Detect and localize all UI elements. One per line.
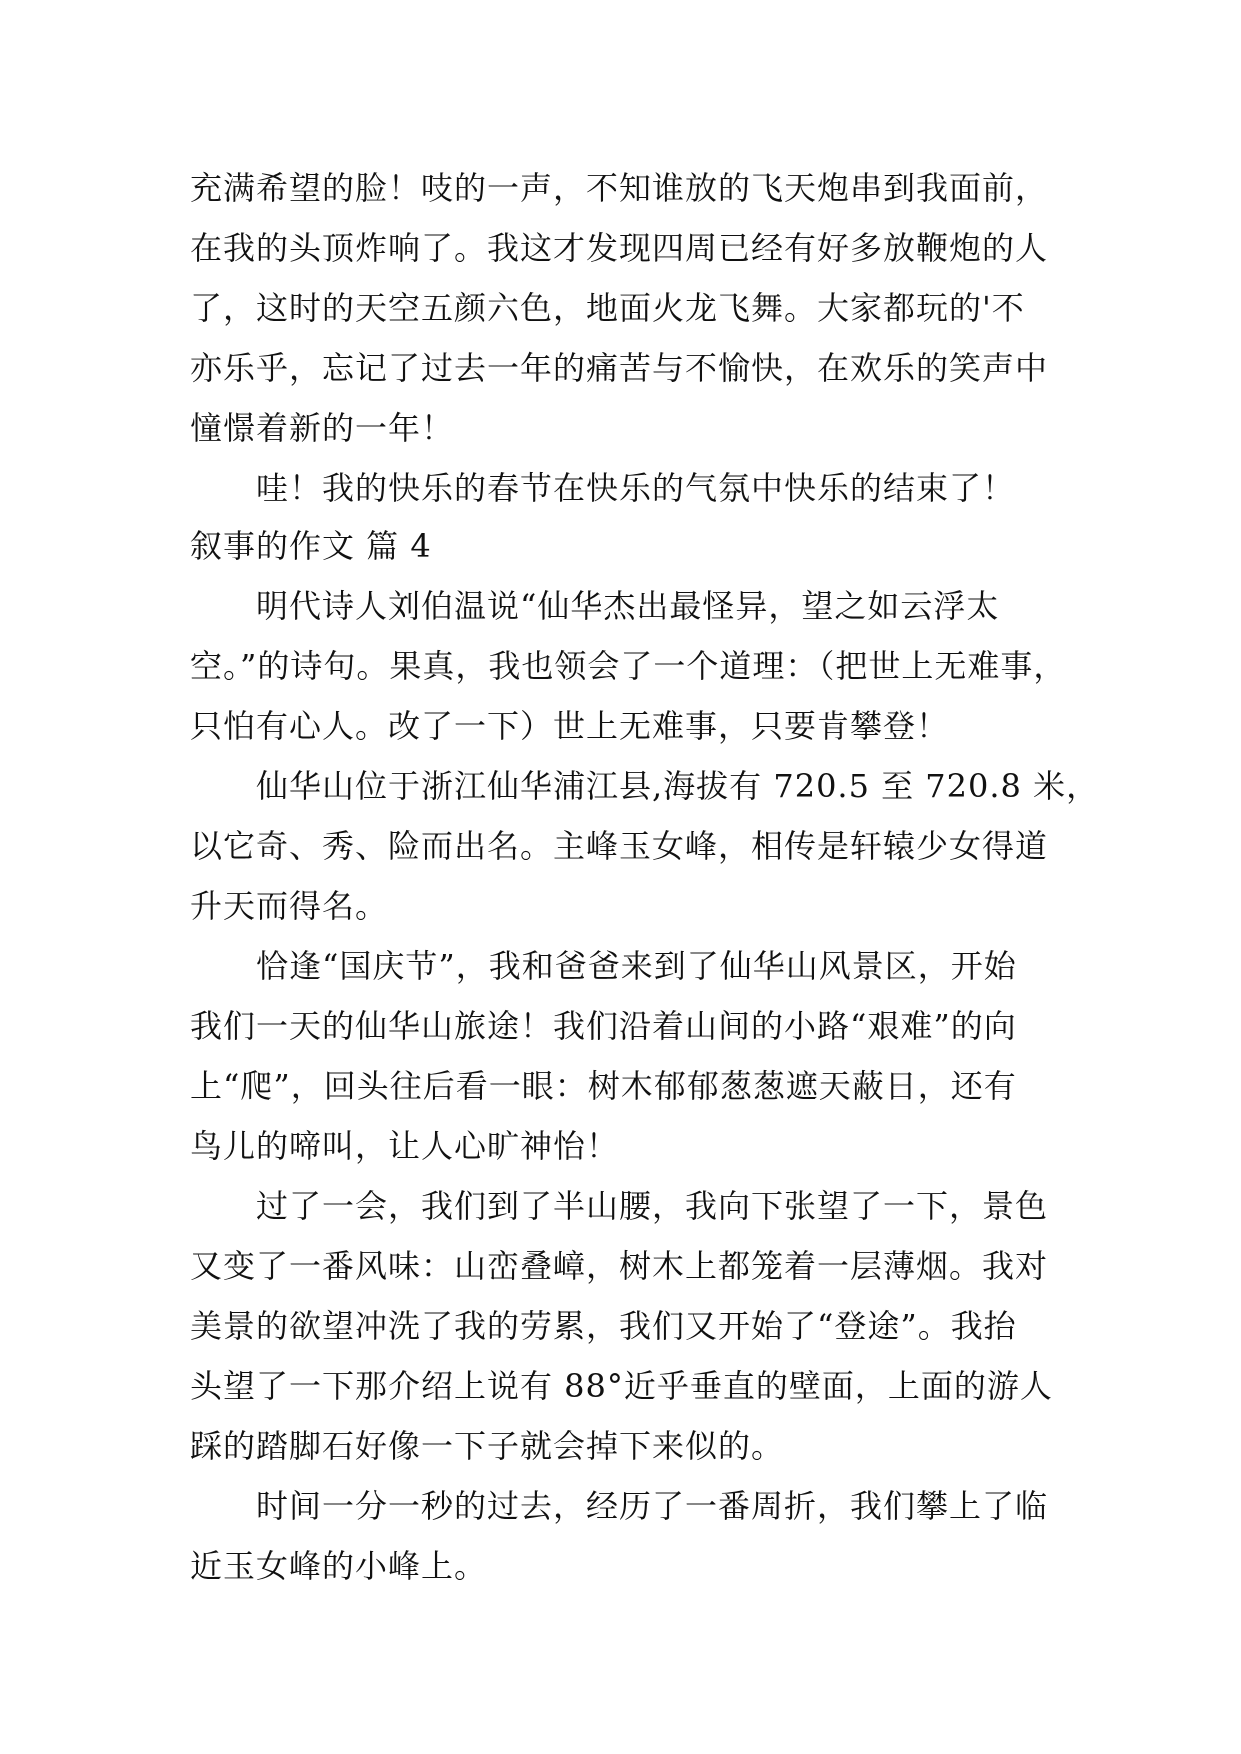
text-line: 头望了一下那介绍上说有 88°近乎垂直的壁面，上面的游人 xyxy=(190,1367,1053,1405)
text-line: 又变了一番风味：山峦叠嶂，树木上都笼着一层薄烟。我对 xyxy=(190,1247,1049,1285)
text-line: 升天而得名。 xyxy=(190,887,389,925)
text-line: 鸟儿的啼叫，让人心旷神怡！ xyxy=(190,1127,620,1165)
paragraph-line: 恰逢“国庆节”，我和爸爸来到了仙华山风景区，开始 xyxy=(256,947,1017,985)
text-line: 了，这时的天空五颜六色，地面火龙飞舞。大家都玩的'不 xyxy=(190,289,1025,327)
paragraph-line: 哇！我的快乐的春节在快乐的气氛中快乐的结束了！ xyxy=(256,469,1016,507)
text-line: 美景的欲望冲洗了我的劳累，我们又开始了“登途”。我抬 xyxy=(190,1307,1017,1345)
paragraph-line: 过了一会，我们到了半山腰，我向下张望了一下，景色 xyxy=(256,1187,1049,1225)
text-line: 以它奇、秀、险而出名。主峰玉女峰，相传是轩辕少女得道 xyxy=(190,827,1049,865)
paragraph-line: 明代诗人刘伯温说“仙华杰出最怪异，望之如云浮太 xyxy=(256,587,1000,625)
section-heading: 叙事的作文 篇 4 xyxy=(190,527,432,565)
text-line: 在我的头顶炸响了。我这才发现四周已经有好多放鞭炮的人 xyxy=(190,229,1049,267)
text-line: 踩的踏脚石好像一下子就会掉下来似的。 xyxy=(190,1427,785,1465)
text-line: 近玉女峰的小峰上。 xyxy=(190,1547,488,1585)
text-line: 空。”的诗句。果真，我也领会了一个道理：（把世上无难事， xyxy=(190,647,1067,685)
text-line: 充满希望的脸！吱的一声，不知谁放的飞天炮串到我面前， xyxy=(190,169,1049,207)
text-line: 我们一天的仙华山旅途！我们沿着山间的小路“艰难”的向 xyxy=(190,1007,1017,1045)
paragraph-line: 时间一分一秒的过去，经历了一番周折，我们攀上了临 xyxy=(256,1487,1049,1525)
text-line: 上“爬”，回头往后看一眼：树木郁郁葱葱遮天蔽日，还有 xyxy=(190,1067,1017,1105)
text-line: 憧憬着新的一年！ xyxy=(190,409,455,447)
paragraph-line: 仙华山位于浙江仙华浦江县,海拔有 720.5 至 720.8 米， xyxy=(256,767,1100,805)
text-line: 亦乐乎，忘记了过去一年的痛苦与不愉快，在欢乐的笑声中 xyxy=(190,349,1049,387)
text-line: 只怕有心人。改了一下）世上无难事，只要肯攀登！ xyxy=(190,707,950,745)
